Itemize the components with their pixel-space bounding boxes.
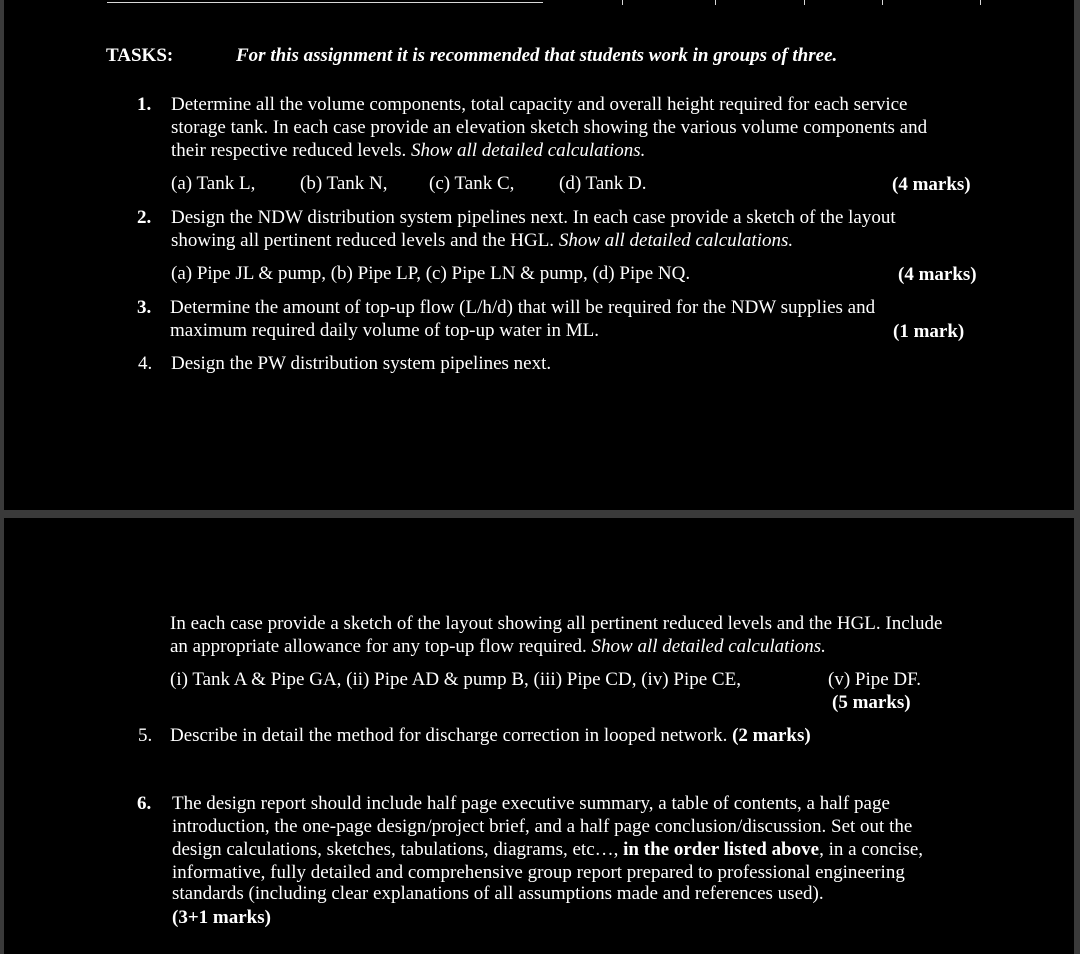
tasks-label: TASKS: — [106, 45, 174, 66]
task-2-line: showing all pertinent reduced levels and the HGL. Show all detailed calculations. — [171, 230, 794, 251]
task-4-number: 4. — [138, 353, 153, 374]
page-2 — [4, 518, 1074, 954]
task-1-line: Determine all the volume components, total capacity and overall height required for each service — [171, 94, 908, 115]
task-2-line: Design the NDW distribution system pipelines next. In each case provide a sketch of the layout — [171, 207, 896, 228]
task-6-line: design calculations, sketches, tabulations, diagrams, etc…, in the order listed above, in a concise, — [172, 839, 924, 860]
task-6-line: introduction, the one-page design/project brief, and a half page conclusion/discussion. Set out the — [172, 816, 913, 837]
task-3-marks: (1 mark) — [893, 321, 965, 342]
task-3-number: 3. — [137, 297, 152, 318]
task-1-option-b: (b) Tank N, — [300, 173, 388, 194]
table-tick — [980, 0, 981, 5]
task-4-option-v: (v) Pipe DF. — [828, 669, 921, 690]
task-2-number: 2. — [137, 207, 152, 228]
page-1 — [4, 0, 1074, 510]
task-1-line: storage tank. In each case provide an elevation sketch showing the various volume components and — [171, 117, 928, 138]
task-4-marks: (5 marks) — [832, 692, 911, 713]
task-2-options: (a) Pipe JL & pump, (b) Pipe LP, (c) Pipe LN & pump, (d) Pipe NQ. — [171, 263, 691, 284]
task-4-line: Design the PW distribution system pipelines next. — [171, 353, 552, 374]
task-5-line: Describe in detail the method for discharge correction in looped network. (2 marks) — [170, 725, 811, 746]
task-6-marks: (3+1 marks) — [172, 907, 271, 928]
table-tick — [622, 0, 623, 5]
task-1-number: 1. — [137, 94, 152, 115]
task-1-option-c: (c) Tank C, — [429, 173, 515, 194]
task-4-continued-line: an appropriate allowance for any top-up flow required. Show all detailed calculations. — [170, 636, 826, 657]
task-6-line: The design report should include half page executive summary, a table of contents, a half page — [172, 793, 890, 814]
task-6-line: standards (including clear explanations of all assumptions made and references used). — [172, 883, 824, 904]
top-border-line — [107, 2, 543, 3]
task-3-line: maximum required daily volume of top-up water in ML. — [170, 320, 599, 341]
task-1-option-d: (d) Tank D. — [559, 173, 647, 194]
task-4-options: (i) Tank A & Pipe GA, (ii) Pipe AD & pump B, (iii) Pipe CD, (iv) Pipe CE, — [170, 669, 741, 690]
task-4-continued-line: In each case provide a sketch of the layout showing all pertinent reduced levels and the HGL. Include — [170, 613, 943, 634]
table-tick — [882, 0, 883, 5]
task-3-line: Determine the amount of top-up flow (L/h/d) that will be required for the NDW supplies and — [170, 297, 876, 318]
task-6-line: informative, fully detailed and comprehensive group report prepared to professional engineering — [172, 862, 905, 883]
task-1-marks: (4 marks) — [892, 174, 971, 195]
task-5-number: 5. — [138, 725, 153, 746]
task-6-number: 6. — [137, 793, 152, 814]
table-tick — [804, 0, 805, 5]
task-1-option-a: (a) Tank L, — [171, 173, 256, 194]
task-2-marks: (4 marks) — [898, 264, 977, 285]
task-1-line: their respective reduced levels. Show all detailed calculations. — [171, 140, 646, 161]
table-tick — [715, 0, 716, 5]
group-note: For this assignment it is recommended that students work in groups of three. — [236, 45, 838, 66]
